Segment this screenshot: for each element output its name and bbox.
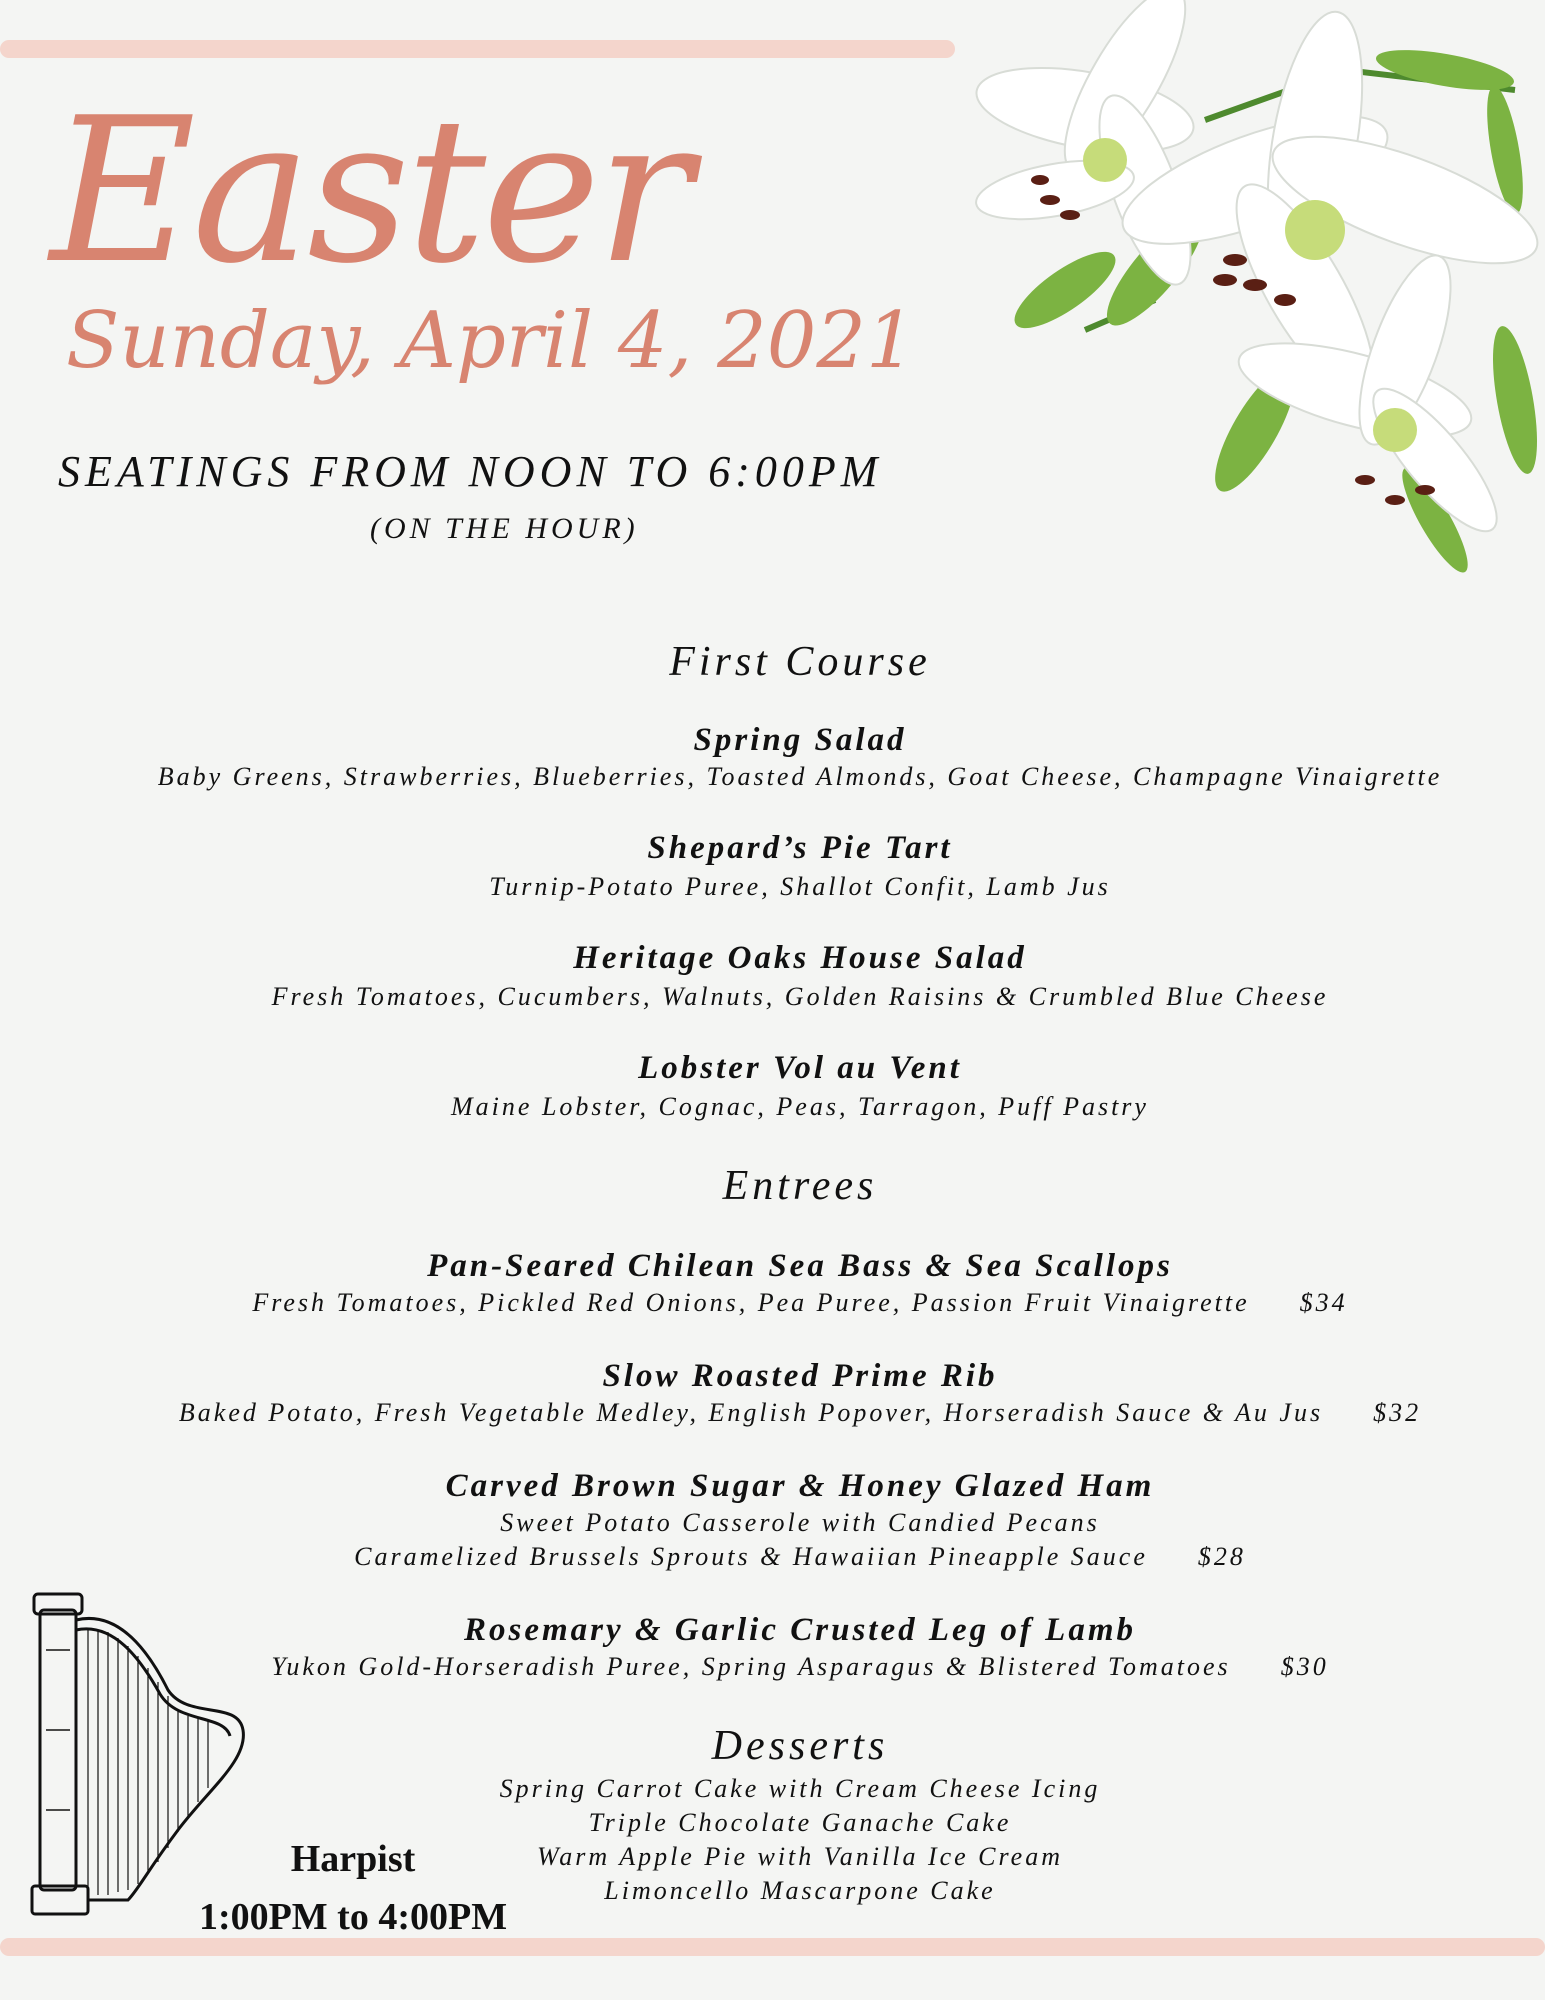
menu-item-price: $28	[1197, 1542, 1246, 1571]
bottom-brush-stripe	[0, 1938, 1545, 1956]
menu-item-name: Pan-Seared Chilean Sea Bass & Sea Scallops	[427, 1248, 1173, 1284]
dessert-item: Warm Apple Pie with Vanilla Ice Cream	[537, 1842, 1063, 1871]
dessert-item: Triple Chocolate Ganache Cake	[588, 1808, 1012, 1837]
lily-flowers-icon	[955, 0, 1545, 590]
harpist-info	[188, 1830, 518, 1946]
menu-item-desc: Baby Greens, Strawberries, Blueberries, Toasted Almonds, Goat Cheese, Champagne Vinaigrette	[157, 762, 1443, 791]
top-brush-stripe	[0, 40, 955, 58]
dessert-item: Limoncello Mascarpone Cake	[604, 1876, 996, 1905]
menu-item-line	[60, 1542, 1540, 1572]
menu-item-desc: Yukon Gold-Horseradish Puree, Spring Asparagus & Blistered Tomatoes	[271, 1652, 1231, 1681]
menu-item-name: Slow Roasted Prime Rib	[602, 1358, 998, 1394]
menu-item-name: Rosemary & Garlic Crusted Leg of Lamb	[464, 1612, 1136, 1648]
menu-item-name: Shepard’s Pie Tart	[647, 830, 953, 866]
menu-item-price: $30	[1280, 1652, 1329, 1681]
menu-item-line	[60, 1652, 1540, 1682]
dessert-item: Spring Carrot Cake with Cream Cheese Icing	[499, 1774, 1101, 1803]
menu-item-price: $34	[1299, 1288, 1348, 1317]
harpist-time: 1:00PM to 4:00PM	[198, 1896, 508, 1938]
menu-item-name: Spring Salad	[693, 722, 907, 758]
menu-item-name: Carved Brown Sugar & Honey Glazed Ham	[445, 1468, 1155, 1504]
menu-item-name: Lobster Vol au Vent	[638, 1050, 962, 1086]
menu-item-desc: Turnip-Potato Puree, Shallot Confit, Lamb Jus	[489, 872, 1111, 901]
first-course-heading: First Course	[669, 639, 931, 685]
desserts-heading: Desserts	[711, 1723, 889, 1769]
harpist-label: Harpist	[290, 1838, 416, 1880]
seatings-info: SEATINGS FROM NOON TO 6:00PM	[58, 447, 883, 496]
menu-item-desc: Maine Lobster, Cognac, Peas, Tarragon, Puff Pastry	[451, 1092, 1149, 1121]
entrees-heading: Entrees	[722, 1163, 878, 1209]
menu-item-price: $32	[1373, 1398, 1422, 1427]
seatings-note: (ON THE HOUR)	[370, 512, 639, 545]
event-date: Sunday, April 4, 2021	[66, 296, 916, 386]
menu-item-line	[60, 1398, 1540, 1428]
menu-item-line	[60, 1288, 1540, 1318]
menu-item-desc: Baked Potato, Fresh Vegetable Medley, English Popover, Horseradish Sauce & Au Jus	[178, 1398, 1324, 1427]
menu-item-desc: Caramelized Brussels Sprouts & Hawaiian Pineapple Sauce	[354, 1542, 1148, 1571]
menu-item-desc: Fresh Tomatoes, Pickled Red Onions, Pea Puree, Passion Fruit Vinaigrette	[252, 1288, 1250, 1317]
menu-item-name: Heritage Oaks House Salad	[573, 940, 1027, 976]
menu-item-desc: Fresh Tomatoes, Cucumbers, Walnuts, Golden Raisins & Crumbled Blue Cheese	[271, 982, 1329, 1011]
menu-item-desc: Sweet Potato Casserole with Candied Pecans	[500, 1508, 1100, 1537]
page-title: Easter	[50, 75, 689, 308]
